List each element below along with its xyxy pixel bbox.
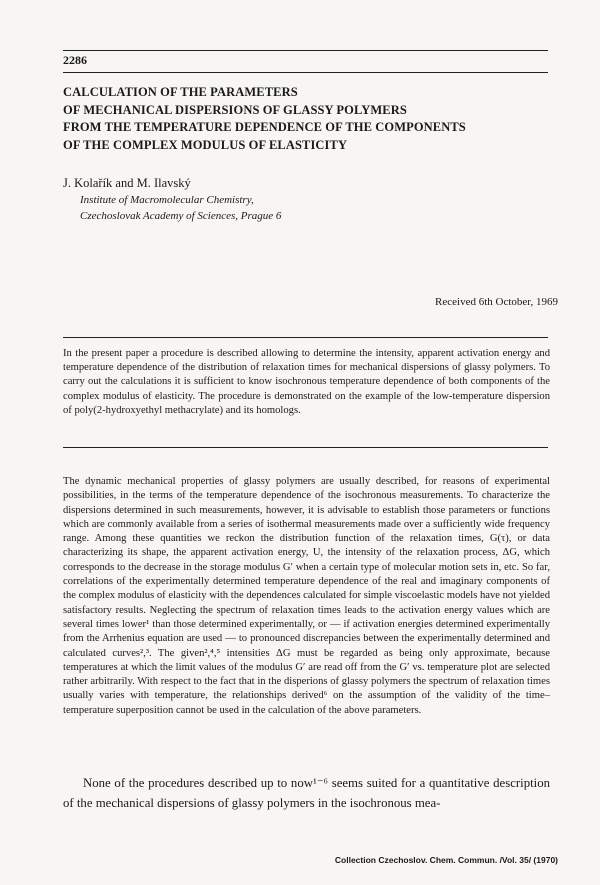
- received-date: Received 6th October, 1969: [435, 296, 558, 308]
- title-line: OF THE COMPLEX MODULUS OF ELASTICITY: [63, 137, 348, 152]
- authors: J. Kolařík and M. Ilavský: [63, 176, 191, 190]
- affiliation: [80, 192, 281, 224]
- title-line: CALCULATION OF THE PARAMETERS: [63, 85, 298, 99]
- abstract-top-rule: [63, 337, 548, 338]
- body-paragraph: None of the procedures described up to now¹⁻⁶ seems suited for a quantitative description of the mechanical dispersions of glassy polymers in the isochronous mea-: [63, 776, 550, 810]
- abstract: In the present paper a procedure is described allowing to determine the intensity, apparent activation energy and temperature dependence of the distribution of relaxation times for mechanical dispersions of glassy polymers. To carry out the calculations it is sufficient to know isochronous temperature dependence of both components of the complex modulus of elasticity. The procedure is demonstrated on the example of the low-temperature dispersion of poly(2-hydroxyethyl methacrylate) and its homologs.: [63, 348, 550, 416]
- header-rule: [63, 72, 548, 73]
- article-title: [63, 84, 553, 154]
- body-paragraph: The dynamic mechanical properties of glassy polymers are usually described, for reasons of experimental possibilities, in the terms of the temperature dependence of the isochronous measurements. To characterize the dispersions determined in such measurements, however, it is advisable to establish those parameters or functions which are commonly available from a series of isothermal measurements made over a sufficiently wide frequency range. Among these quantities we reckon the distribution function of the relaxation times, G(τ), or data characterizing its shape, the apparent activation energy, U, the intensity of the relaxation process, ΔG, which corresponds to the decrease in the storage modulus G′ when a certain type of molecular motion sets in, etc. So far, correlations of the experimentally determined temperature dependence of the real and imaginary components of the complex modulus of elasticity with the dependences calculated for simple viscoelastic models have not yielded satisfactory results. Neglecting the spectrum of relaxation times leads to the activation energy values which are several times lower¹ than those determined experimentally, or — if activation energies determined experimentally from the Arrhenius equation are used — to pronounced discrepancies between the experimentally determined and calculated curves²,³. The given²,⁴,⁵ intensities ΔG must be regarded as being only approximate, because temperatures at which the limit values of the modulus G′ are read off from the G′ vs. temperature plot are selected rather arbitrarily. With respect to the fact that in the disperions of glassy polymers the spectrum of relaxation times usually varies with temperature, the relationships derived⁶ on the assumption of the validity of the time–temperature superposition cannot be used in the calculation of the above parameters.: [63, 476, 550, 716]
- title-line: FROM THE TEMPERATURE DEPENDENCE OF THE COMPONENTS: [63, 120, 466, 134]
- journal-footer: Collection Czechoslov. Chem. Commun. /Vol. 35/ (1970): [334, 855, 558, 865]
- abstract-bottom-rule: [63, 447, 548, 448]
- page-number: 2286: [63, 53, 87, 67]
- top-rule: [63, 50, 548, 51]
- affiliation-line: Institute of Macromolecular Chemistry,: [80, 194, 254, 206]
- affiliation-line: Czechoslovak Academy of Sciences, Prague 6: [80, 210, 282, 222]
- title-line: OF MECHANICAL DISPERSIONS OF GLASSY POLYMERS: [63, 102, 407, 117]
